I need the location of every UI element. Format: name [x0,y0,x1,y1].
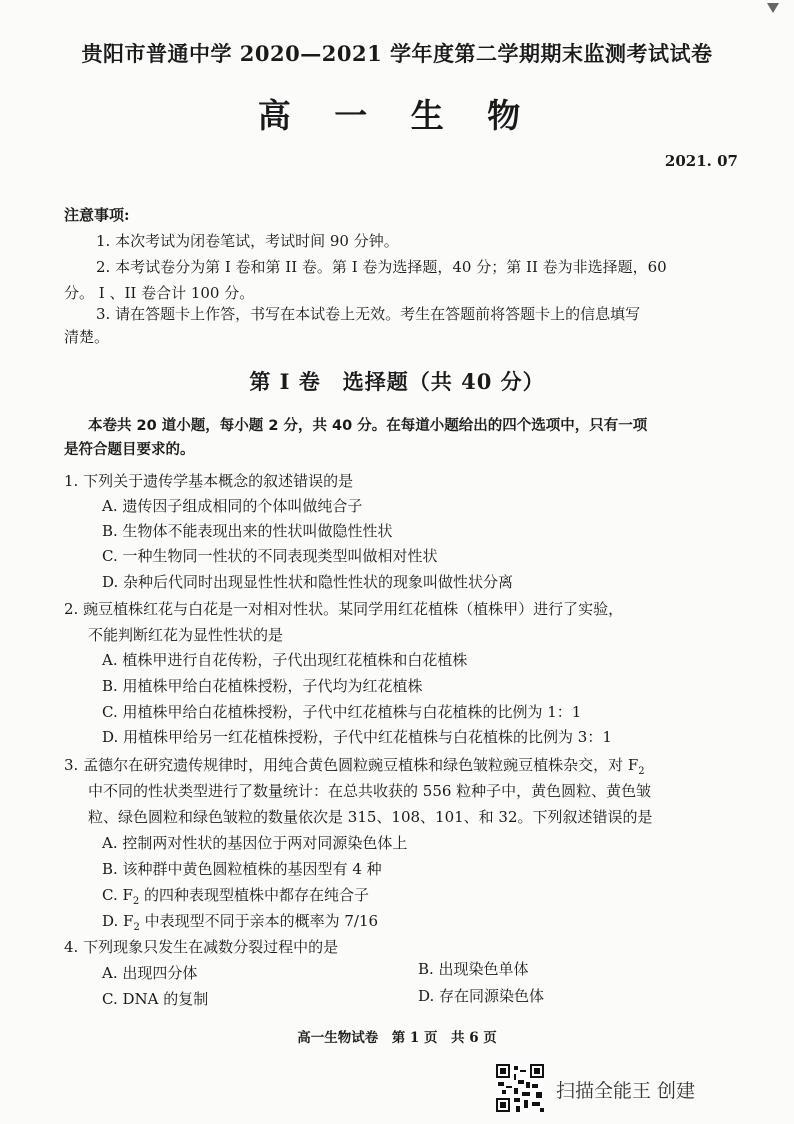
question-stem: 4. 下列现象只发生在减数分裂过程中的是 [64,938,339,956]
option-text: 的四种表现型植株中都存在纯合子 [139,886,370,904]
subscript: 2 [638,766,645,777]
subject-title: 高 一 生 物 [257,96,537,135]
qr-code-graphic [496,1064,544,1112]
question-stem-cont: 中不同的性状类型进行了数量统计：在总共收获的 556 粒种子中，黄色圆粒、黄色皱 [88,782,652,800]
exam-title: 贵阳市普通中学 2020—2021 学年度第二学期期末监测考试试卷 [81,41,713,66]
corner-triangle-icon [766,0,780,14]
section-intro: 本卷共 20 道小题，每小题 2 分，共 40 分。在每道小题给出的四个选项中，只有一项 [88,418,648,434]
page-footer: 高一生物试卷 第 1 页 共 6 页 [297,1030,497,1046]
question-stem: 1. 下列关于遗传学基本概念的叙述错误的是 [64,472,354,490]
note-item-3-cont: 清楚。 [64,328,110,346]
option-d: D. 杂种后代同时出现显性性状和隐性性状的现象叫做性状分离 [102,573,514,591]
section-title: 第 I 卷 选择题（共 40 分） [249,369,545,394]
option-a: A. 出现四分体 [102,964,198,982]
question-stem: 2. 豌豆植株红花与白花是一对相对性状。某同学用红花植株（植株甲）进行了实验， [64,600,624,618]
option-a: A. 控制两对性状的基因位于两对同源染色体上 [102,834,408,852]
option-c: C. DNA 的复制 [102,990,209,1008]
option-text: 中表现型不同于亲本的概率为 7/16 [139,912,379,930]
option-d: D. 用植株甲给另一红花植株授粉，子代中红花植株与白花植株的比例为 3：1 [102,728,612,746]
option-c: C. 一种生物同一性状的不同表现类型叫做相对性状 [102,547,438,565]
option-a: A. 遗传因子组成相同的个体叫做纯合子 [102,497,363,515]
option-b: B. 出现染色单体 [418,960,529,978]
section-intro-cont: 是符合题目要求的。 [64,442,195,458]
question-stem-cont: 粒、绿色圆粒和绿色皱粒的数量依次是 315、108、101、和 32。下列叙述错误的是 [88,808,653,826]
note-item-1: 1. 本次考试为闭卷笔试，考试时间 90 分钟。 [96,232,399,250]
note-item-2-cont: 分。 I 、II 卷合计 100 分。 [64,284,255,302]
stem-text: 3. 孟德尔在研究遗传规律时，用纯合黄色圆粒豌豆植株和绿色皱粒豌豆植株杂交，对 F [64,756,639,774]
notes-heading: 注意事项: [64,206,130,224]
note-item-2: 2. 本考试卷分为第 I 卷和第 II 卷。第 I 卷为选择题，40 分；第 II 卷为非选择题，60 [96,258,667,276]
qr-code-icon [496,1064,544,1112]
subscript: 2 [132,896,140,907]
option-b: B. 该种群中黄色圆粒植株的基因型有 4 种 [102,860,382,878]
option-b: B. 用植株甲给白花植株授粉，子代均为红花植株 [102,677,423,695]
option-b: B. 生物体不能表现出来的性状叫做隐性性状 [102,522,393,540]
option-a: A. 植株甲进行自花传粉，子代出现红花植株和白花植株 [102,651,468,669]
option-d: D. 存在同源染色体 [418,987,545,1005]
subscript: 2 [133,922,140,933]
question-stem-cont: 不能判断红花为显性性状的是 [88,626,284,644]
option-c: C. 用植株甲给白花植株授粉，子代中红花植株与白花植株的比例为 1：1 [102,703,582,721]
option-text: D. F [102,912,134,930]
scanner-watermark-label: 扫描全能王 创建 [556,1080,696,1102]
option-text: C. F [102,886,133,904]
exam-date: 2021. 07 [664,152,738,170]
note-item-3: 3. 请在答题卡上作答，书写在本试卷上无效。考生在答题前将答题卡上的信息填写 [96,305,641,323]
